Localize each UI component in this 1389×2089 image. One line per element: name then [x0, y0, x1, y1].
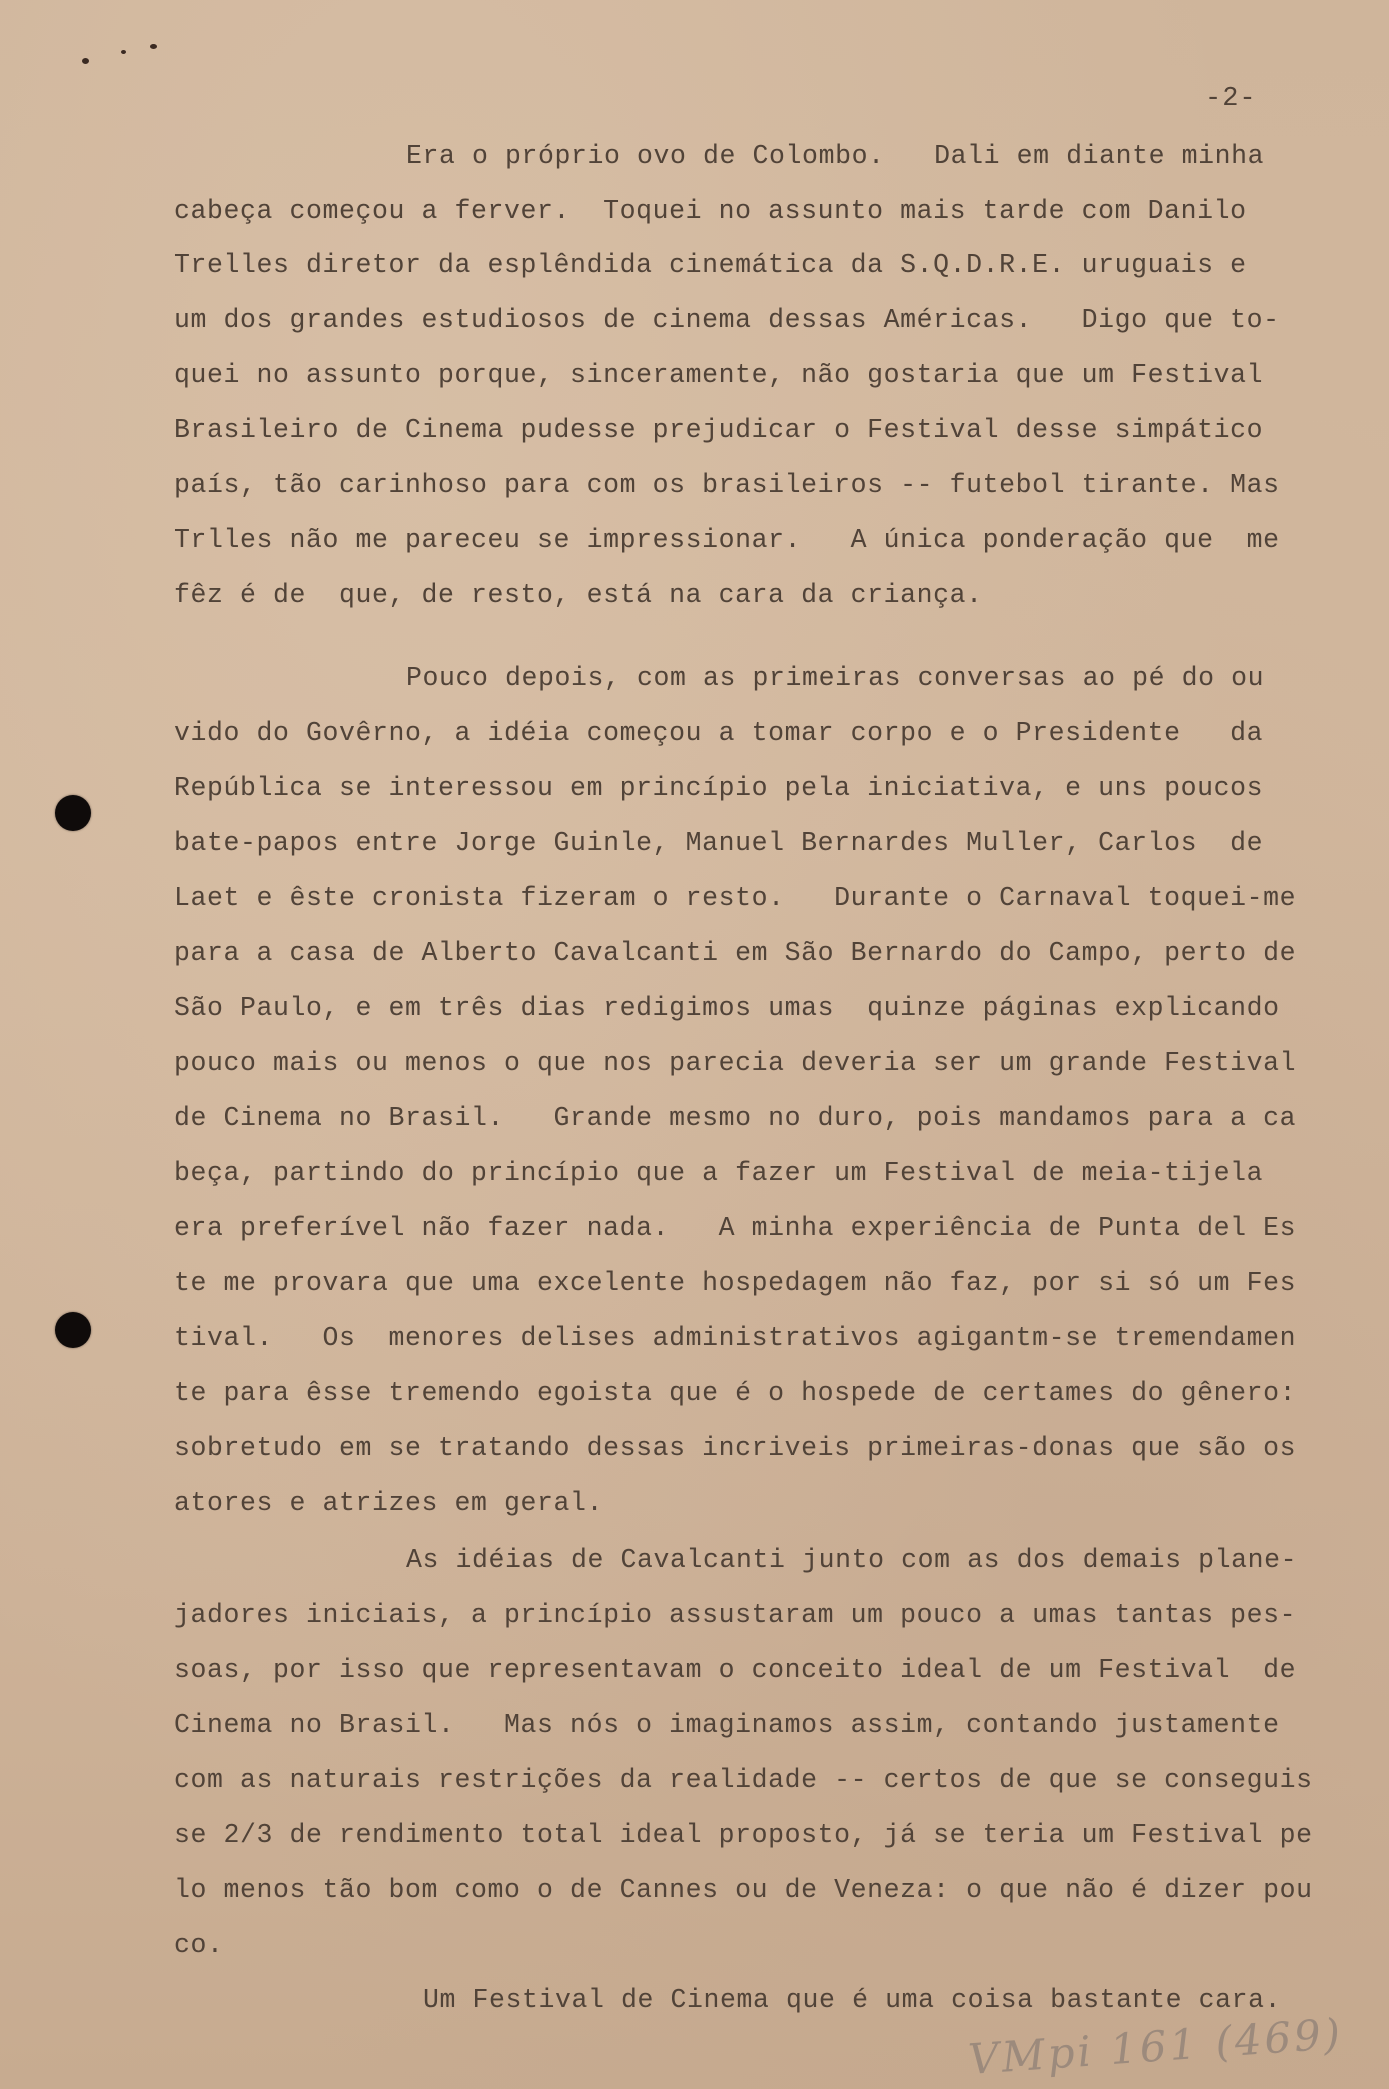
text-line: tival. Os menores delises administrativos agigantm-se tremendamen — [174, 1323, 1297, 1353]
text-line: jadores iniciais, a princípio assustaram um pouco a umas tantas pes- — [174, 1600, 1297, 1630]
ink-speck — [82, 58, 89, 64]
text-line: país, tão carinhoso para com os brasileiros -- futebol tirante. Mas — [174, 470, 1280, 500]
handwritten-annotation: VMpi 161 (469) — [966, 2008, 1345, 2085]
text-line: um dos grandes estudiosos de cinema dessas Américas. Digo que to- — [174, 305, 1280, 335]
text-line: Pouco depois, com as primeiras conversas ao pé do ou — [406, 663, 1265, 693]
text-line: Um Festival de Cinema que é uma coisa bastante cara. — [423, 1985, 1282, 2015]
text-line: co. — [174, 1930, 224, 1960]
text-line: Trlles não me pareceu se impressionar. A única ponderação que me — [174, 525, 1280, 555]
text-line: com as naturais restrições da realidade -- certos de que se conseguis — [174, 1765, 1313, 1795]
text-line: para a casa de Alberto Cavalcanti em São Bernardo do Campo, perto de — [174, 938, 1297, 968]
text-line: fêz é de que, de resto, está na cara da criança. — [174, 580, 983, 610]
text-line: quei no assunto porque, sinceramente, não gostaria que um Festival — [174, 360, 1264, 390]
page-number: -2- — [1205, 84, 1257, 114]
text-line: Trelles diretor da esplêndida cinemática da S.Q.D.R.E. uruguais e — [174, 250, 1247, 280]
text-line: República se interessou em princípio pela iniciativa, e uns poucos — [174, 773, 1264, 803]
ink-speck — [121, 50, 126, 54]
text-line: bate-papos entre Jorge Guinle, Manuel Bernardes Muller, Carlos de — [174, 828, 1264, 858]
text-line: pouco mais ou menos o que nos parecia deveria ser um grande Festival — [174, 1048, 1297, 1078]
text-line: Cinema no Brasil. Mas nós o imaginamos assim, contando justamente — [174, 1710, 1280, 1740]
punch-hole-upper — [55, 795, 91, 831]
text-line: lo menos tão bom como o de Cannes ou de Veneza: o que não é dizer pou — [174, 1875, 1313, 1905]
text-line: se 2/3 de rendimento total ideal proposto, já se teria um Festival pe — [174, 1820, 1313, 1850]
text-line: cabeça começou a ferver. Toquei no assunto mais tarde com Danilo — [174, 196, 1247, 226]
text-line: Laet e êste cronista fizeram o resto. Durante o Carnaval toquei-me — [174, 883, 1297, 913]
text-line: sobretudo em se tratando dessas incriveis primeiras-donas que são os — [174, 1433, 1297, 1463]
text-line: Brasileiro de Cinema pudesse prejudicar o Festival desse simpático — [174, 415, 1264, 445]
text-line: era preferível não fazer nada. A minha experiência de Punta del Es — [174, 1213, 1297, 1243]
text-line: te me provara que uma excelente hospedagem não faz, por si só um Fes — [174, 1268, 1297, 1298]
ink-speck — [150, 44, 157, 49]
text-line: te para êsse tremendo egoista que é o hospede de certames do gênero: — [174, 1378, 1297, 1408]
text-line: vido do Govêrno, a idéia começou a tomar corpo e o Presidente da — [174, 718, 1264, 748]
text-line: beça, partindo do princípio que a fazer um Festival de meia-tijela — [174, 1158, 1264, 1188]
text-line: soas, por isso que representavam o conceito ideal de um Festival de — [174, 1655, 1297, 1685]
text-line: atores e atrizes em geral. — [174, 1488, 604, 1518]
punch-hole-lower — [55, 1312, 91, 1348]
text-line: As idéias de Cavalcanti junto com as dos demais plane- — [406, 1545, 1298, 1575]
text-line: São Paulo, e em três dias redigimos umas quinze páginas explicando — [174, 993, 1280, 1023]
text-line: de Cinema no Brasil. Grande mesmo no duro, pois mandamos para a ca — [174, 1103, 1297, 1133]
text-line: Era o próprio ovo de Colombo. Dali em diante minha — [406, 141, 1265, 171]
